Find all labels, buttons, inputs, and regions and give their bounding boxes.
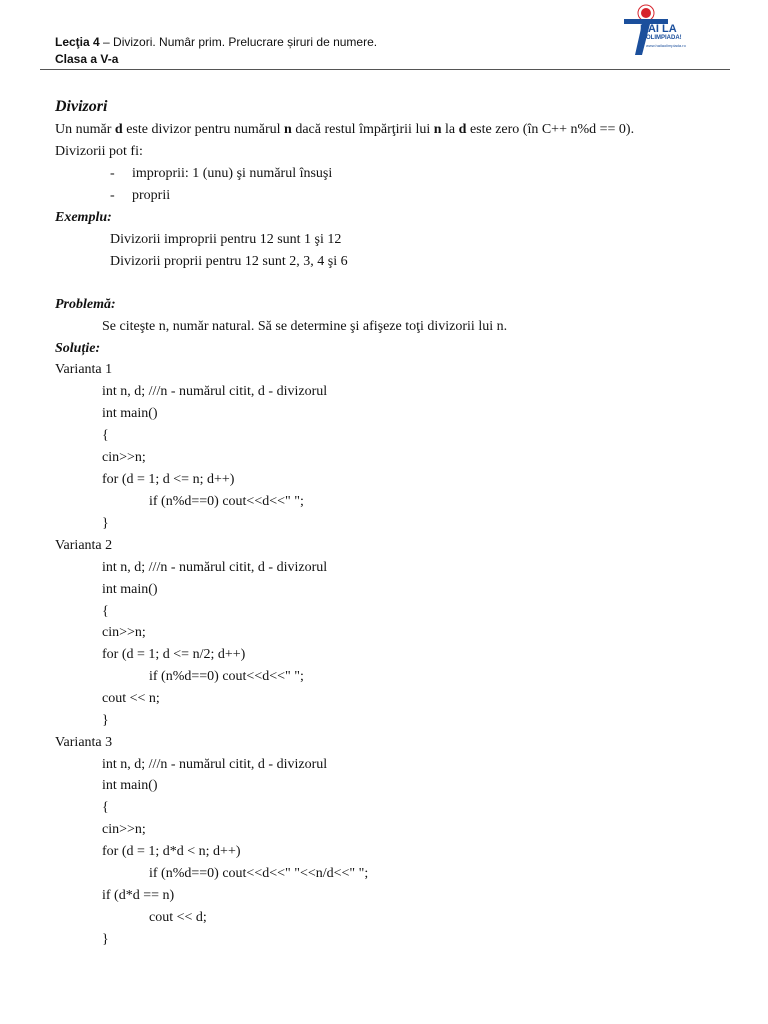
variant-title: Varianta 2 [55, 538, 113, 553]
text-run: la [441, 122, 459, 137]
code-line: { [102, 428, 109, 443]
logo-text-sub: OLIMPIADA! [646, 35, 682, 41]
problem-label: Problemă: [55, 297, 116, 312]
hai-la-olimpiada-logo [618, 3, 700, 59]
solution-label: Soluție: [55, 341, 101, 356]
code-line: } [102, 932, 109, 947]
code-line: int main() [102, 582, 158, 597]
code-line: cin>>n; [102, 822, 146, 837]
bold-var: n [433, 122, 442, 137]
logo-text-url: www.hailaolimpiada.ro [646, 43, 686, 48]
code-line: } [102, 713, 109, 728]
code-line: { [102, 604, 109, 619]
problem-text: Se citeşte n, număr natural. Să se determine şi afişeze toţi divizorii lui n. [102, 319, 508, 334]
code-line: { [102, 800, 109, 815]
code-line: if (n%d==0) cout<<d<<" "; [149, 494, 304, 509]
code-line: int n, d; ///n - numărul citit, d - divizorul [102, 560, 328, 575]
code-line: int main() [102, 778, 158, 793]
page-header [0, 0, 768, 72]
example-line: Divizorii proprii pentru 12 sunt 2, 3, 4 şi 6 [110, 254, 348, 269]
text-run: dacă restul împărţirii lui [291, 122, 434, 137]
example-line: Divizorii improprii pentru 12 sunt 1 şi 12 [110, 232, 342, 247]
text-run: este zero (în C++ n%d == 0). [466, 122, 635, 137]
text-run: este divizor pentru numărul [122, 122, 285, 137]
bold-var: n [284, 122, 292, 137]
code-line: int n, d; ///n - numărul citit, d - divizorul [102, 757, 328, 772]
bullet-item: proprii [132, 188, 171, 203]
code-line: cout << n; [102, 691, 160, 706]
code-line: int n, d; ///n - numărul citit, d - divizorul [102, 384, 328, 399]
section-title: Divizori [55, 98, 108, 115]
lesson-title: – Divizori. Numâr prim. Prelucrare șiruri de numere. [99, 35, 378, 49]
code-line: if (n%d==0) cout<<d<<" "; [149, 669, 304, 684]
code-line: if (d*d == n) [102, 888, 175, 903]
code-line: for (d = 1; d <= n/2; d++) [102, 647, 246, 662]
variant-title: Varianta 1 [55, 362, 113, 377]
divisor-types-intro: Divizorii pot fi: [55, 144, 143, 159]
code-line: int main() [102, 406, 158, 421]
code-line: } [102, 516, 109, 531]
class-label: Clasa a V-a [55, 52, 119, 66]
bullet-item: improprii: 1 (unu) şi numărul însuşi [132, 166, 333, 181]
bold-var: d [114, 122, 123, 137]
code-line: cin>>n; [102, 450, 146, 465]
lesson-heading [55, 35, 377, 49]
definition-paragraph [55, 121, 634, 139]
text-run: Un număr [55, 122, 115, 137]
variant-title: Varianta 3 [55, 735, 113, 750]
code-line: for (d = 1; d <= n; d++) [102, 472, 235, 487]
bullet-mark: - [110, 166, 115, 181]
code-line: for (d = 1; d*d < n; d++) [102, 844, 241, 859]
bullet-mark: - [110, 188, 115, 203]
example-label: Exemplu: [55, 210, 112, 225]
code-line: cout << d; [149, 910, 207, 925]
code-line: cin>>n; [102, 625, 146, 640]
logo-text-main: HAI LA [640, 23, 677, 35]
code-line: if (n%d==0) cout<<d<<" "<<n/d<<" "; [149, 866, 369, 881]
lesson-label: Lecţia 4 [55, 35, 100, 49]
header-rule [40, 69, 730, 70]
bold-var: d [458, 122, 467, 137]
